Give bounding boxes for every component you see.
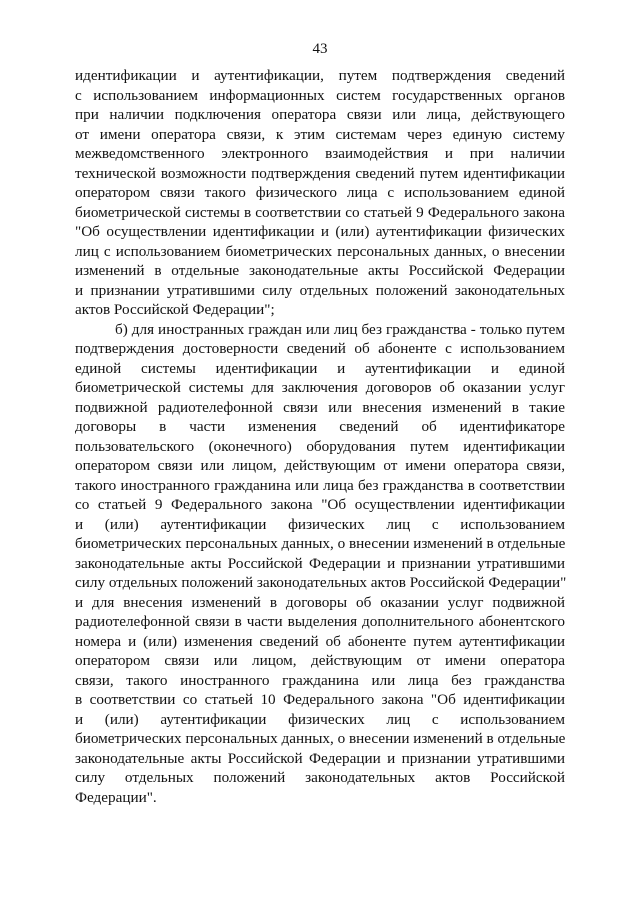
- text-line: законодательные акты Российской Федерации и признании утратившими: [75, 749, 565, 767]
- document-body: [75, 66, 565, 807]
- text-line: актов Российской Федерации";: [75, 301, 275, 318]
- text-line: биометрических персональных данных, о внесении изменений в отдельные: [75, 730, 566, 747]
- text-line: Федерации".: [75, 788, 157, 806]
- text-line: при наличии подключения оператора связи или лица, действующего: [75, 106, 565, 123]
- text-line: силу отдельных положений законодательных актов Российской: [75, 769, 565, 786]
- text-line: технической возможности подтверждения сведений путем идентификации: [75, 164, 565, 182]
- text-line: биометрической системы для заключения договоров об оказании услуг: [75, 379, 565, 396]
- text-line: связи, такого иностранного гражданина или лица без гражданства: [75, 671, 565, 689]
- page-number: 43: [312, 41, 328, 57]
- text-line: "Об осуществлении идентификации и (или) аутентификации физических: [75, 223, 565, 240]
- text-line: и (или) аутентификации физических лиц с использованием: [75, 710, 565, 728]
- text-line: в соответствии со статьей 10 Федерального закона "Об идентификации: [75, 691, 565, 708]
- text-line: законодательные акты Российской Федерации и признании утратившими: [75, 554, 565, 572]
- text-line: изменений в отдельные законодательные акты Российской Федерации: [75, 262, 565, 279]
- text-line: договоры в части изменения сведений об идентификаторе: [75, 418, 565, 435]
- text-line: оператором связи или лицом, действующим от имени оператора: [75, 652, 565, 669]
- text-line: единой системы идентификации и аутентификации и единой: [75, 359, 565, 377]
- text-line: и для внесения изменений в договоры об оказании услуг подвижной: [75, 593, 565, 611]
- text-line: с использованием информационных систем государственных органов: [75, 86, 565, 104]
- text-line: такого иностранного гражданина или лица без гражданства в соответствии: [75, 476, 565, 494]
- text-line: силу отдельных положений законодательных актов Российской Федерации": [75, 574, 567, 591]
- text-line: лиц с использованием биометрических персональных данных, о внесении: [75, 242, 565, 260]
- text-line: подвижной радиотелефонной связи или внесения изменений в такие: [75, 398, 565, 416]
- text-line: подтверждения достоверности сведений об абоненте с использованием: [75, 340, 565, 357]
- text-line: со статьей 9 Федерального закона "Об осуществлении идентификации: [75, 496, 565, 513]
- text-line: от имени оператора связи, к этим системам через единую систему: [75, 125, 565, 143]
- text-line: б) для иностранных граждан или лиц без гражданства - только путем: [115, 320, 565, 338]
- text-line: оператором связи или лицом, действующим от имени оператора связи,: [75, 457, 565, 474]
- text-line: радиотелефонной связи в части выделения дополнительного абонентского: [75, 613, 565, 630]
- text-line: номера и (или) изменения сведений об абоненте путем аутентификации: [75, 632, 565, 650]
- text-line: оператором связи такого физического лица с использованием единой: [75, 184, 565, 201]
- text-line: биометрических персональных данных, о внесении изменений в отдельные: [75, 535, 566, 552]
- text-line: и признании утратившими силу отдельных положений законодательных: [75, 281, 565, 299]
- text-line: и (или) аутентификации физических лиц с использованием: [75, 515, 565, 533]
- text-line: межведомственного электронного взаимодействия и при наличии: [75, 145, 565, 162]
- text-line: биометрической системы в соответствии со статьей 9 Федерального закона: [75, 203, 565, 221]
- text-line: пользовательского (оконечного) оборудования путем идентификации: [75, 437, 565, 455]
- text-line: идентификации и аутентификации, путем подтверждения сведений: [75, 67, 565, 84]
